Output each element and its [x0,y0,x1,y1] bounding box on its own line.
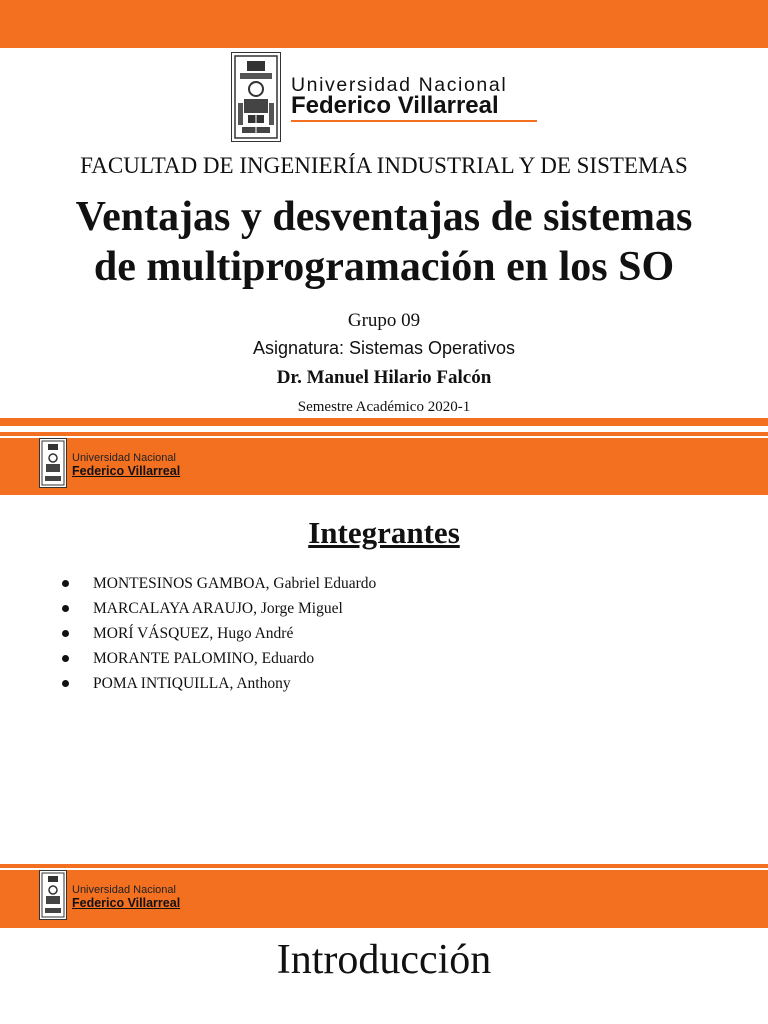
title-line-2: de multiprogramación en los SO [93,244,675,290]
bullet-icon [62,605,69,612]
member-name: MONTESINOS GAMBOA, Gabriel Eduardo [93,575,377,592]
top-orange-band [0,0,768,48]
member-name: MARCALAYA ARAUJO, Jorge Miguel [93,600,343,617]
bullet-icon [62,680,69,687]
logo-text-line2: Federico Villarreal [72,464,181,478]
list-item [58,674,658,699]
bullet-icon [62,655,69,662]
university-emblem-icon [231,52,281,142]
list-item [58,624,658,649]
members-header-band [0,432,768,495]
presentation-title [0,192,768,292]
bullet-icon [62,630,69,637]
member-name: MORANTE PALOMINO, Eduardo [93,650,315,667]
logo-text-line1: Universidad Nacional [72,452,176,464]
faculty-name: FACULTAD DE INGENIERÍA INDUSTRIAL Y DE SISTEMAS [80,153,688,178]
logo-text-line2: Federico Villarreal [72,896,181,910]
header-logo [39,438,229,492]
title-line-1: Ventajas y desventajas de sistemas [75,194,693,240]
teacher-name: Dr. Manuel Hilario Falcón [276,367,492,388]
university-logo [231,52,541,144]
subject-label: Asignatura: Sistemas Operativos [252,338,516,358]
logo-text-line1: Universidad Nacional [291,74,508,96]
member-name: MORÍ VÁSQUEZ, Hugo André [93,625,294,642]
semester-label: Semestre Académico 2020-1 [297,399,471,415]
members-list [58,574,658,699]
intro-heading: Introducción [276,937,492,983]
list-item [58,574,658,599]
logo-text-line1: Universidad Nacional [72,884,176,896]
university-emblem-icon [39,870,67,920]
intro-header-band [0,864,768,928]
logo-underline [291,120,537,122]
list-item [58,649,658,674]
header-logo [39,870,229,924]
members-heading: Integrantes [308,515,460,550]
group-label: Grupo 09 [347,310,421,331]
list-item [58,599,658,624]
bullet-icon [62,580,69,587]
university-emblem-icon [39,438,67,488]
member-name: POMA INTIQUILLA, Anthony [93,675,291,692]
cover-bottom-band [0,418,768,426]
logo-text-line2: Federico Villarreal [291,92,499,119]
